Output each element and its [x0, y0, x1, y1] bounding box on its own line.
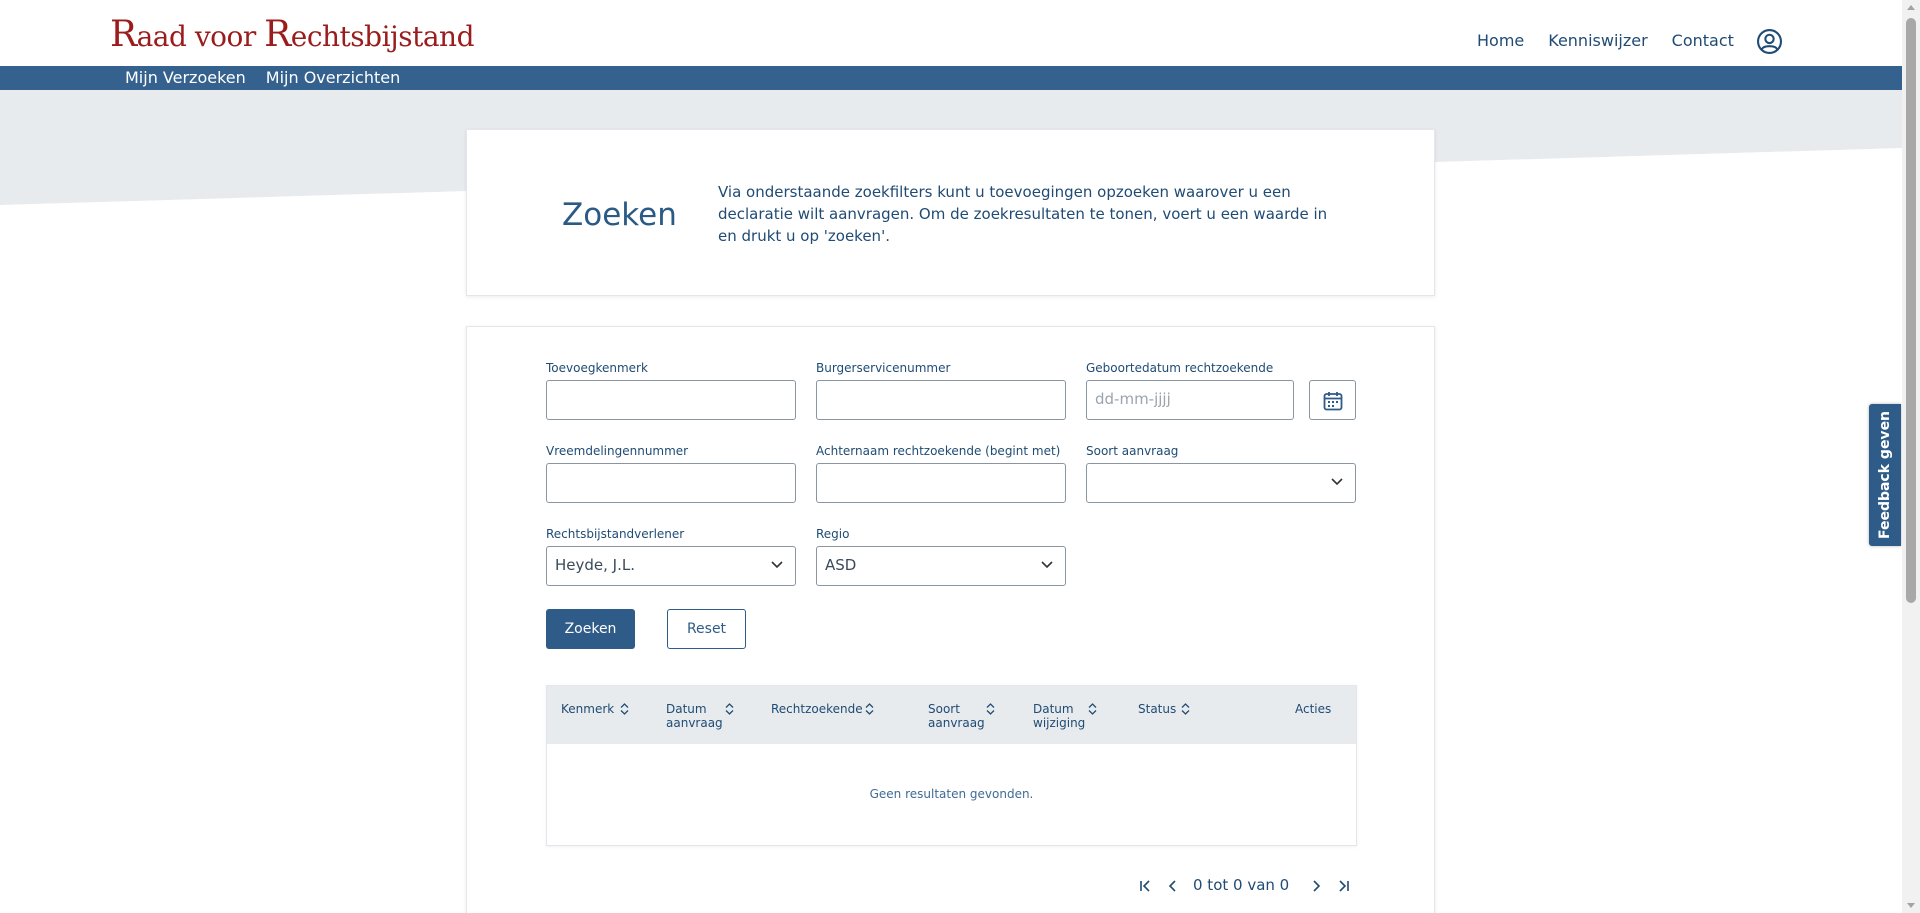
search-card	[466, 326, 1435, 913]
chevron-down-icon	[1331, 478, 1343, 486]
intro-card	[466, 129, 1435, 296]
results-table	[546, 685, 1357, 846]
soort-aanvraag-label: Soort aanvraag	[1086, 444, 1179, 458]
column-datum-aanvraag[interactable]: Datum aanvraag	[666, 702, 723, 730]
column-status[interactable]: Status	[1138, 702, 1177, 716]
previous-page-icon[interactable]	[1166, 879, 1180, 893]
page-scrollbar[interactable]	[1902, 0, 1920, 913]
achternaam-label: Achternaam rechtzoekende (begint met)	[816, 444, 1061, 458]
next-page-icon[interactable]	[1309, 879, 1323, 893]
empty-message: Geen resultaten gevonden.	[869, 787, 1034, 801]
feedback-label: Feedback geven	[1877, 410, 1893, 540]
nav-kenniswijzer[interactable]: Kenniswijzer	[1548, 31, 1648, 50]
nav-mijn-overzichten[interactable]: Mijn Overzichten	[265, 68, 401, 87]
last-page-icon[interactable]	[1336, 879, 1350, 893]
sort-icon[interactable]	[1088, 703, 1097, 715]
regio-select[interactable]: ASD	[816, 546, 1066, 586]
chevron-down-icon	[771, 561, 783, 569]
search-button[interactable]: Zoeken	[546, 609, 635, 649]
column-kenmerk[interactable]: Kenmerk	[561, 702, 615, 716]
table-header	[547, 686, 1356, 744]
pagination-status: 0 tot 0 van 0	[1193, 876, 1290, 894]
calendar-button[interactable]	[1309, 380, 1356, 420]
nav-mijn-verzoeken[interactable]: Mijn Verzoeken	[125, 68, 246, 87]
page-title: Zoeken	[562, 197, 677, 233]
toevoegkenmerk-label: Toevoegkenmerk	[546, 361, 648, 375]
nav-contact[interactable]: Contact	[1671, 31, 1734, 50]
scrollbar-thumb[interactable]	[1906, 18, 1916, 603]
sort-icon[interactable]	[865, 703, 874, 715]
scroll-down-icon[interactable]	[1907, 903, 1915, 908]
rechtsbijstandverlener-label: Rechtsbijstandverlener	[546, 527, 685, 541]
sort-icon[interactable]	[1181, 703, 1190, 715]
toevoegkenmerk-input[interactable]	[546, 380, 796, 420]
sort-icon[interactable]	[620, 703, 629, 715]
sub-nav	[125, 68, 400, 87]
column-acties: Acties	[1295, 702, 1332, 716]
calendar-icon	[1323, 391, 1343, 411]
achternaam-input[interactable]	[816, 463, 1066, 503]
intro-text: Via onderstaande zoekfilters kunt u toevoegingen opzoeken waarover u een declaratie wilt aanvragen. Om de zoekresultaten te tonen, voert u een waarde in en drukt u op 'zoeken'.	[718, 183, 1328, 245]
scroll-up-icon[interactable]	[1907, 5, 1915, 10]
chevron-down-icon	[1041, 561, 1053, 569]
vreemdelingennummer-label: Vreemdelingennummer	[546, 444, 689, 458]
geboortedatum-label: Geboortedatum rechtzoekende	[1086, 361, 1274, 375]
reset-button[interactable]: Reset	[667, 609, 746, 649]
feedback-tab[interactable]	[1869, 404, 1901, 546]
column-soort-aanvraag[interactable]: Soort aanvraag	[928, 702, 985, 730]
nav-home[interactable]: Home	[1477, 31, 1525, 50]
geboortedatum-input[interactable]: dd-mm-jjjj	[1086, 380, 1294, 420]
site-header	[0, 0, 1902, 66]
top-nav	[1477, 31, 1758, 50]
bsn-input[interactable]	[816, 380, 1066, 420]
sort-icon[interactable]	[986, 703, 995, 715]
sort-icon[interactable]	[725, 703, 734, 715]
column-rechtzoekende[interactable]: Rechtzoekende	[771, 702, 863, 716]
regio-label: Regio	[816, 527, 850, 541]
bsn-label: Burgerservicenummer	[816, 361, 951, 375]
user-account-icon[interactable]	[1757, 29, 1782, 54]
soort-aanvraag-select[interactable]	[1086, 463, 1356, 503]
rechtsbijstandverlener-select[interactable]: Heyde, J.L.	[546, 546, 796, 586]
first-page-icon[interactable]	[1139, 879, 1153, 893]
column-datum-wijziging[interactable]: Datum wijziging	[1033, 702, 1086, 730]
vreemdelingennummer-input[interactable]	[546, 463, 796, 503]
site-logo[interactable]: Raad voor Rechtsbijstand	[110, 14, 474, 55]
